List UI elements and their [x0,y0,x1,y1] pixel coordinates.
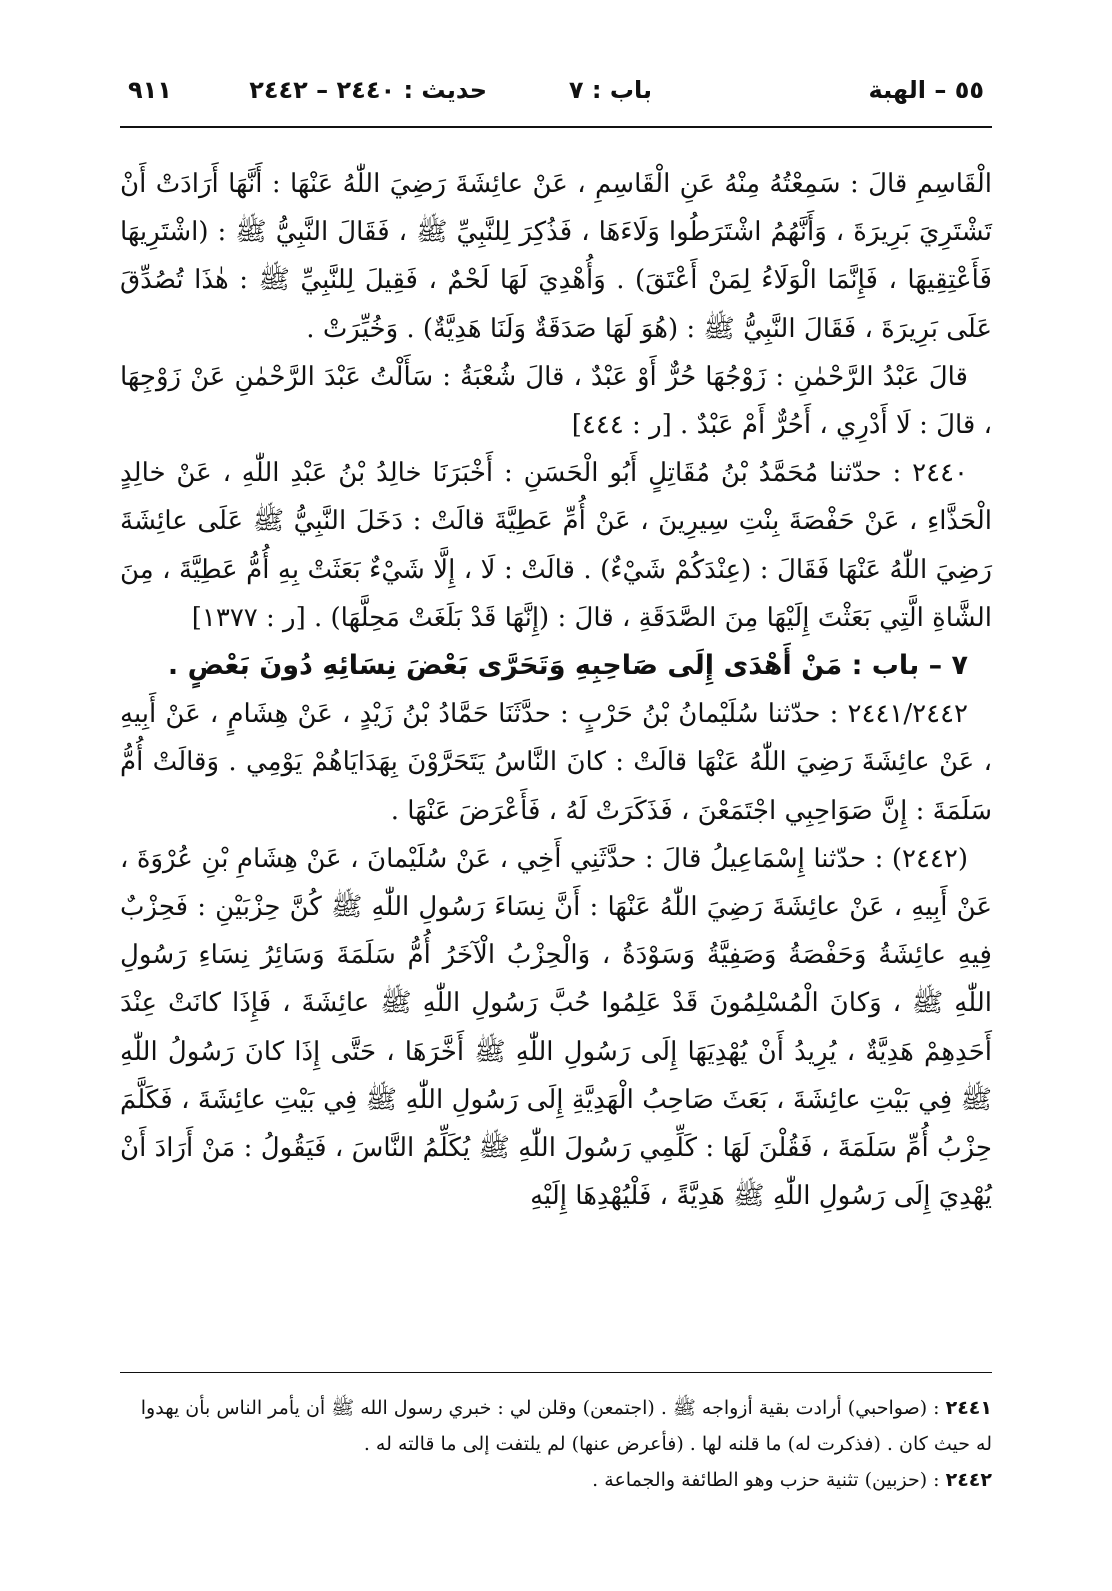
footnote-text: : (صواحبي) أرادت بقية أزواجه ﷺ . (اجتمعن) وقلن لي : خبري رسول الله ﷺ أن يأمر الناس بأن يهدوا له حيث كان . (فذكرت له) ما قلنه لها . (فأعرض عنها) لم يلتفت إلى ما قالته له . [140,1397,992,1455]
page-number: ٩١١ [128,76,172,104]
chapter-heading: ٧ – باب : مَنْ أَهْدَى إِلَى صَاحِبِهِ وَتَحَرَّى بَعْضَ نِسَائِهِ دُونَ بَعْضٍ . [167,650,968,682]
footnote-number: ٢٤٤١ [945,1397,992,1419]
hadith-2440: ٢٤٤٠ : حدّثنا مُحَمَّدُ بْنُ مُقَاتِلٍ أَبُو الْحَسَنِ : أَخْبَرَنَا خالِدُ بْنُ عَبْدِ اللّٰهِ ، عَنْ خالِدٍ الْحَذَّاءِ ، عَنْ حَفْصَةَ بِنْتِ سِيرِينَ ، عَنْ أُمِّ عَطِيَّةَ قالَتْ : دَخَلَ النَّبِيُّ ﷺ عَلَى عائِشَةَ رَضِيَ اللّٰهُ عَنْهَا فَقَالَ : (عِنْدَكُمْ شَيْءٌ) . قالَتْ : لَا ، إِلَّا شَيْءٌ بَعَثَتْ بِهِ أُمُّ عَطِيَّةَ ، مِنَ الشَّاةِ الَّتِي بَعَثْتَ إِلَيْهَا مِنَ الصَّدَقَةِ ، قالَ : (إِنَّهَا قَدْ بَلَغَتْ مَحِلَّهَا) . [ر : ١٣٧٧] [120,458,992,633]
hadith-2442: (٢٤٤٢) : حدّثنا إِسْمَاعِيلُ قالَ : حدَّثَنِي أَخِي ، عَنْ سُلَيْمانَ ، عَنْ هِشَامِ بْنِ عُرْوَةَ ، عَنْ أَبِيهِ ، عَنْ عائِشَةَ رَضِيَ اللّٰهُ عَنْهَا : أَنَّ نِسَاءَ رَسُولِ اللّٰهِ ﷺ كُنَّ حِزْبَيْنِ : فَحِزْبٌ فِيهِ عائِشَةُ وَحَفْصَةُ وَصَفِيَّةُ وَسَوْدَةُ ، وَالْحِزْبُ الْآخَرُ أُمُّ سَلَمَةَ وَسَائِرُ نِسَاءِ رَسُولِ اللّٰهِ ﷺ ، وَكانَ الْمُسْلِمُونَ قَدْ عَلِمُوا حُبَّ رَسُولِ اللّٰهِ ﷺ عائِشَةَ ، فَإِذَا كانَتْ عِنْدَ أَحَدِهِمْ هَدِيَّةٌ ، يُرِيدُ أَنْ يُهْدِيَهَا إِلَى رَسُولِ اللّٰهِ ﷺ أَخَّرَهَا ، حَتَّى إِذَا كانَ رَسُولُ اللّٰهِ ﷺ فِي بَيْتِ عائِشَةَ ، بَعَثَ صَاحِبُ الْهَدِيَّةِ إِلَى رَسُولِ اللّٰهِ ﷺ فِي بَيْتِ عائِشَةَ ، فَكَلَّمَ حِزْبُ أُمِّ سَلَمَةَ ، فَقُلْنَ لَهَا : كَلِّمِي رَسُولَ اللّٰهِ ﷺ يُكَلِّمُ النَّاسَ ، فَيَقُولُ : مَنْ أَرَادَ أَنْ يُهْدِيَ إِلَى رَسُولِ اللّٰهِ ﷺ هَدِيَّةً ، فَلْيُهْدِهَا إِلَيْهِ [120,843,992,1212]
footnote-number: ٢٤٤٢ [945,1469,992,1491]
footnote [120,1390,992,1462]
main-text [120,160,992,1220]
paragraph: الْقَاسِمِ قالَ : سَمِعْتُهُ مِنْهُ عَنِ الْقَاسِمِ ، عَنْ عائِشَةَ رَضِيَ اللّٰهُ عَنْهَا : أَنَّهَا أَرَادَتْ أَنْ تَشْتَرِيَ بَرِيرَةَ ، وَأَنَّهُمُ اشْتَرَطُوا وَلَاءَهَا ، فَذُكِرَ لِلنَّبِيِّ ﷺ ، فَقَالَ النَّبِيُّ ﷺ : (اشْتَرِيهَا فَأَعْتِقِيهَا ، فَإِنَّمَا الْوَلَاءُ لِمَنْ أَعْتَقَ) . وَأُهْدِيَ لَهَا لَحْمٌ ، فَقِيلَ لِلنَّبِيِّ ﷺ : هٰذَا تُصُدِّقَ عَلَى بَرِيرَةَ ، فَقَالَ النَّبِيُّ ﷺ : (هُوَ لَهَا صَدَقَةٌ وَلَنَا هَدِيَّةٌ) . وَخُيِّرَتْ . [120,169,992,344]
hadith-range: حديث : ٢٤٤٠ – ٢٤٤٢ [249,76,487,104]
header-rule [120,126,992,128]
footnote-text: : (حزبين) تثنية حزب وهو الطائفة والجماعة . [592,1469,940,1491]
footnotes [120,1390,992,1498]
section-title: ٥٥ – الهبة [868,76,984,104]
footnote-rule [120,1372,992,1373]
footnote [120,1462,992,1498]
running-header [120,68,992,118]
paragraph: قالَ عَبْدُ الرَّحْمٰنِ : زَوْجُهَا حُرٌّ أَوْ عَبْدٌ ، قالَ شُعْبَةُ : سَأَلْتُ عَبْدَ الرَّحْمٰنِ عَنْ زَوْجِهَا ، قالَ : لَا أَدْرِي ، أَحُرٌّ أَمْ عَبْدٌ . [ر : ٤٤٤] [120,361,992,441]
chapter-number: باب : ٧ [568,76,652,104]
hadith-2441: ٢٤٤١/٢٤٤٢ : حدّثنا سُلَيْمانُ بْنُ حَرْبٍ : حدَّثَنَا حَمَّادُ بْنُ زَيْدٍ ، عَنْ هِشَامٍ ، عَنْ أَبِيهِ ، عَنْ عائِشَةَ رَضِيَ اللّٰهُ عَنْهَا قالَتْ : كانَ النَّاسُ يَتَحَرَّوْنَ بِهَدَايَاهُمْ يَوْمِي . وَقالَتْ أُمُّ سَلَمَةَ : إِنَّ صَوَاحِبِي اجْتَمَعْنَ ، فَذَكَرَتْ لَهُ ، فَأَعْرَضَ عَنْهَا . [120,699,992,826]
